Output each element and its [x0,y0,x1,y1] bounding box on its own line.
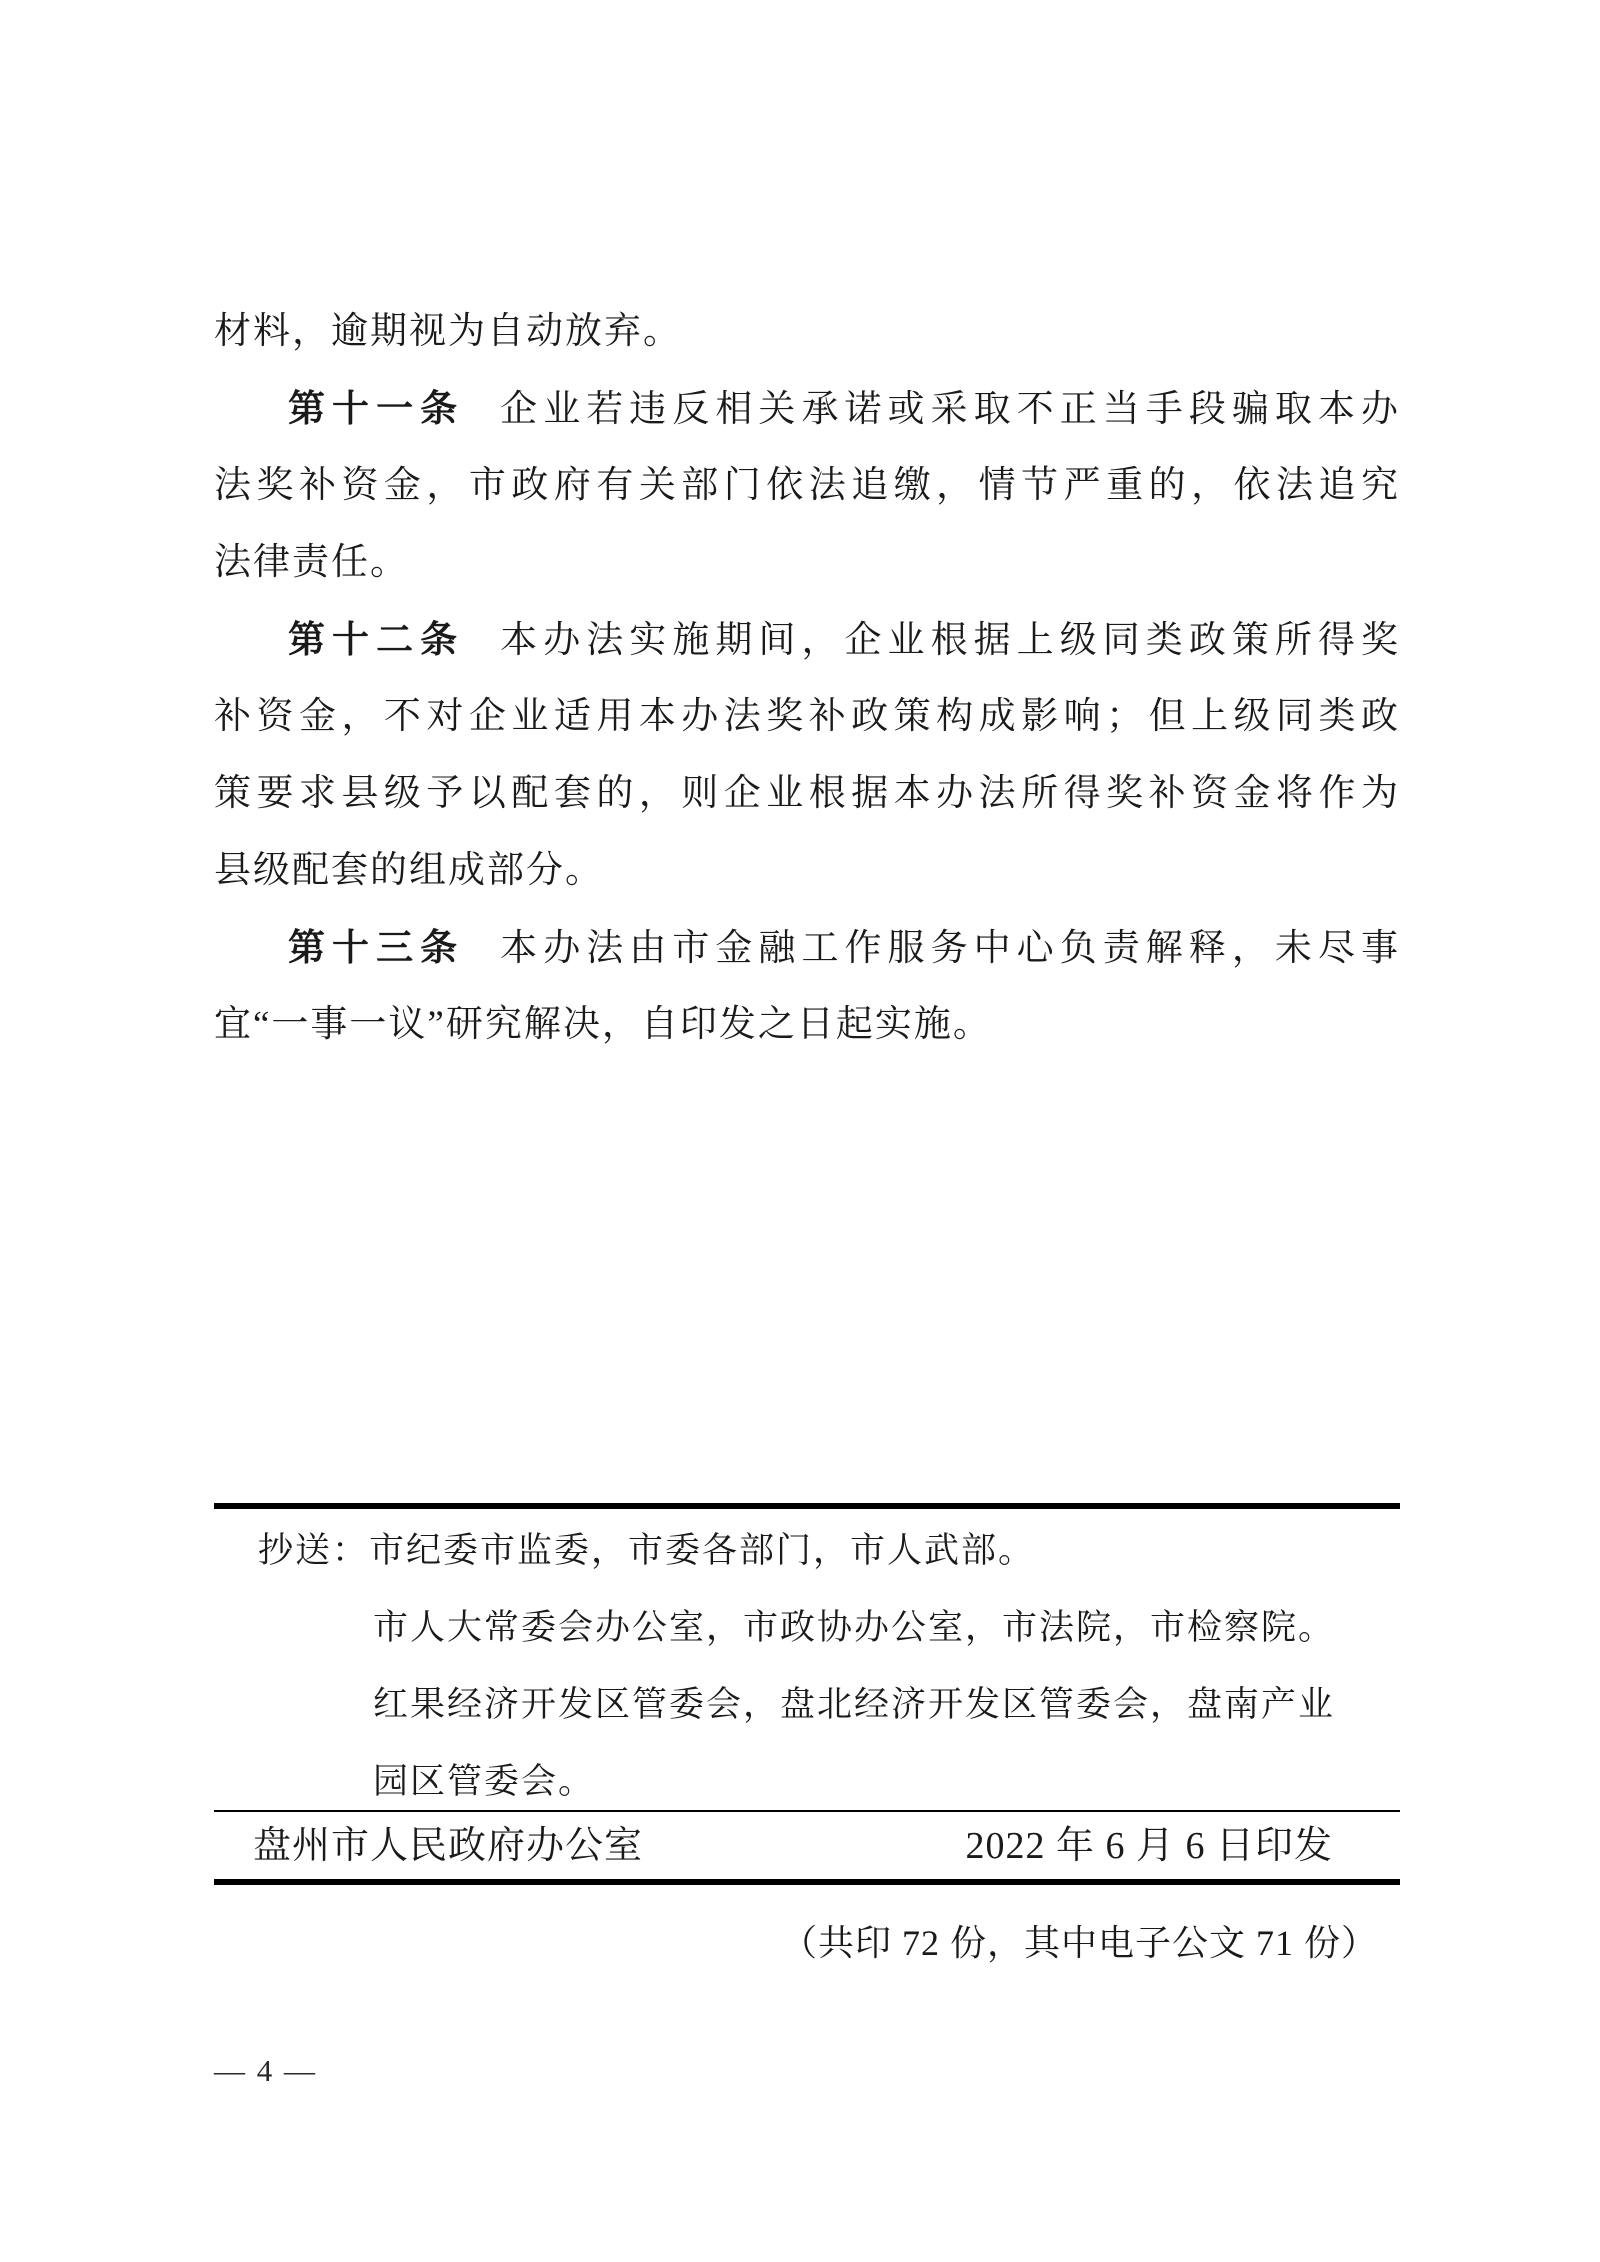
body-line-text: 企业若违反相关承诺或采取不正当手段骗取本办 [500,389,1401,430]
print-count-note: （共印 72 份，其中电子公文 71 份） [780,1923,1378,1963]
issuer-row [214,1820,1400,1872]
body-line-article-11 [214,370,1400,447]
cc-line: 红果经济开发区管委会，盘北经济开发区管委会，盘南产业 [373,1685,1336,1724]
divider-top-thick [214,1503,1400,1509]
article-11-heading: 第十一条 [288,388,465,429]
body-line-text: 本办法由市金融工作服务中心负责解释，未尽事 [500,928,1401,969]
cc-line: 园区管委会。 [373,1762,596,1801]
body-line: 材料，逾期视为自动放弃。 [214,311,682,352]
body-line: 补资金，不对企业适用本办法奖补政策构成影响；但上级同类政 [214,696,1400,737]
body-line-article-13 [214,909,1400,986]
divider-bottom-thick [214,1879,1400,1885]
body-line-text: 本办法实施期间，企业根据上级同类政策所得奖 [500,620,1401,661]
divider-middle-thin [214,1810,1400,1812]
body-line: 宜“一事一议”研究解决，自印发之日起实施。 [214,1004,992,1045]
cc-label: 抄送： [258,1531,370,1570]
document-body [214,293,1400,1063]
body-line: 策要求县级予以配套的，则企业根据本办法所得奖补资金将作为 [214,773,1400,814]
article-13-heading: 第十三条 [288,927,465,968]
cc-recipients: 市纪委市监委，市委各部门，市人武部。 [369,1531,1036,1570]
page-number: — 4 — [214,2053,317,2088]
cc-distribution-block [214,1512,1400,1820]
cc-line [214,1512,1400,1589]
body-line-article-12 [214,601,1400,678]
issuing-office: 盘州市人民政府办公室 [253,1825,644,1867]
body-line: 县级配套的组成部分。 [214,850,604,891]
cc-line: 市人大常委会办公室，市政协办公室，市法院，市检察院。 [373,1608,1336,1647]
print-date: 2022 年 6 月 6 日印发 [965,1825,1333,1867]
body-line: 法奖补资金，市政府有关部门依法追缴，情节严重的，依法追究 [214,465,1400,506]
article-12-heading: 第十二条 [288,619,465,660]
body-line: 法律责任。 [214,542,409,583]
